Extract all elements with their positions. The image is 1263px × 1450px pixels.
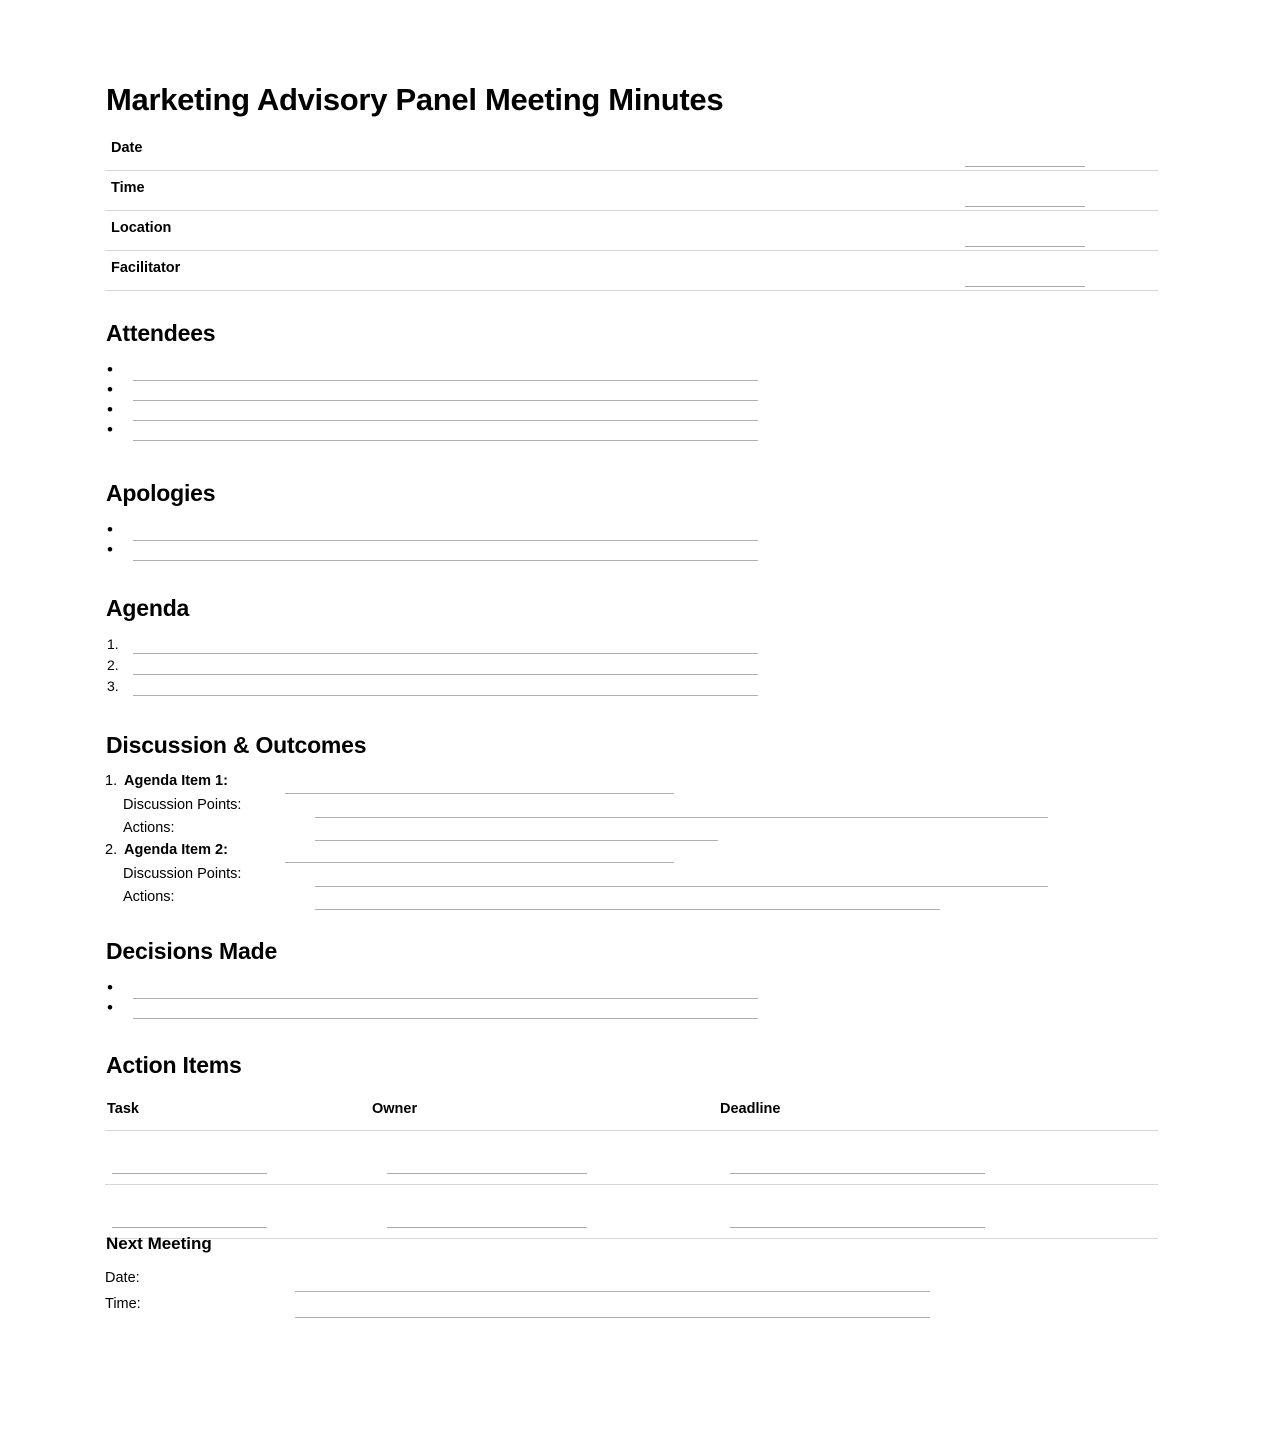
next-meeting-fields: [105, 1270, 1158, 1322]
attendee-input-1[interactable]: [133, 379, 758, 381]
meta-label-date: Date: [111, 140, 143, 156]
action-deadline-input-2[interactable]: [730, 1226, 985, 1228]
action-items-table: [105, 1093, 1158, 1239]
heading-action-items: Action Items: [106, 1052, 242, 1078]
actions-row: [105, 818, 1158, 841]
meta-row-date: [105, 131, 1158, 171]
agenda-input-1[interactable]: [133, 652, 758, 654]
bullet-icon: •: [107, 978, 113, 997]
table-header-row: [105, 1093, 1158, 1131]
heading-apologies: Apologies: [106, 480, 216, 506]
column-header-task: Task: [107, 1101, 139, 1117]
discussion-item-title: [105, 841, 1158, 864]
action-owner-input-2[interactable]: [387, 1226, 587, 1228]
list-number: 2.: [105, 842, 118, 858]
table-row: [105, 1185, 1158, 1239]
action-task-input-1[interactable]: [112, 1172, 267, 1174]
list-item: [105, 382, 865, 402]
meta-row-time: [105, 171, 1158, 211]
bullet-icon: •: [107, 380, 113, 399]
decision-input-2[interactable]: [133, 1017, 758, 1019]
next-meeting-date-row: [105, 1270, 1158, 1296]
next-meeting-time-label: Time:: [105, 1296, 141, 1312]
list-item: [105, 522, 865, 542]
bullet-icon: •: [107, 998, 113, 1017]
actions-label: Actions:: [123, 820, 175, 836]
bullet-icon: •: [107, 400, 113, 419]
column-header-deadline: Deadline: [720, 1101, 781, 1117]
discussion-outcomes-list: [105, 772, 1158, 910]
actions-input-2[interactable]: [315, 908, 940, 910]
discussion-points-label: Discussion Points:: [123, 866, 242, 882]
page-title: Marketing Advisory Panel Meeting Minutes: [106, 82, 724, 117]
heading-attendees: Attendees: [106, 320, 216, 346]
list-item: [105, 656, 865, 677]
decisions-list: [105, 980, 865, 1020]
bullet-icon: •: [107, 540, 113, 559]
list-item: [105, 402, 865, 422]
agenda-item-input-1[interactable]: [285, 792, 674, 794]
agenda-item-input-2[interactable]: [285, 861, 674, 863]
attendee-input-4[interactable]: [133, 439, 758, 441]
list-item: [105, 422, 865, 442]
agenda-item-label: Agenda Item 1:: [124, 773, 228, 789]
heading-agenda: Agenda: [106, 595, 190, 621]
list-number: 1.: [107, 636, 119, 652]
meta-input-time[interactable]: [965, 205, 1085, 207]
meta-row-location: [105, 211, 1158, 251]
agenda-list: [105, 635, 865, 698]
meta-label-time: Time: [111, 180, 145, 196]
heading-decisions-made: Decisions Made: [106, 938, 278, 964]
action-task-input-2[interactable]: [112, 1226, 267, 1228]
next-meeting-time-row: [105, 1296, 1158, 1322]
next-meeting-time-input[interactable]: [295, 1316, 930, 1318]
list-item: [105, 980, 865, 1000]
meta-input-location[interactable]: [965, 245, 1085, 247]
discussion-points-label: Discussion Points:: [123, 797, 242, 813]
heading-next-meeting: Next Meeting: [106, 1234, 212, 1253]
list-item: [105, 542, 865, 562]
actions-label: Actions:: [123, 889, 175, 905]
table-row: [105, 1131, 1158, 1185]
attendee-input-2[interactable]: [133, 399, 758, 401]
agenda-input-2[interactable]: [133, 673, 758, 675]
bullet-icon: •: [107, 420, 113, 439]
list-item: [105, 635, 865, 656]
list-item: [105, 362, 865, 382]
bullet-icon: •: [107, 360, 113, 379]
attendee-input-3[interactable]: [133, 419, 758, 421]
next-meeting-date-label: Date:: [105, 1270, 140, 1286]
apology-input-2[interactable]: [133, 559, 758, 561]
discussion-points-row: [105, 864, 1158, 887]
attendees-list: [105, 362, 865, 442]
meta-input-date[interactable]: [965, 165, 1085, 167]
list-number: 1.: [105, 773, 118, 789]
meta-label-location: Location: [111, 220, 172, 236]
meeting-details-table: [105, 131, 1158, 291]
list-item: [105, 677, 865, 698]
agenda-item-label: Agenda Item 2:: [124, 842, 228, 858]
meta-input-facilitator[interactable]: [965, 285, 1085, 287]
next-meeting-date-input[interactable]: [295, 1290, 930, 1292]
discussion-item-title: [105, 772, 1158, 795]
heading-discussion-outcomes: Discussion & Outcomes: [106, 732, 367, 758]
meta-row-facilitator: [105, 251, 1158, 291]
action-deadline-input-1[interactable]: [730, 1172, 985, 1174]
list-number: 3.: [107, 678, 119, 694]
apology-input-1[interactable]: [133, 539, 758, 541]
discussion-points-row: [105, 795, 1158, 818]
column-header-owner: Owner: [372, 1101, 418, 1117]
meta-label-facilitator: Facilitator: [111, 260, 181, 276]
agenda-input-3[interactable]: [133, 694, 758, 696]
decision-input-1[interactable]: [133, 997, 758, 999]
action-owner-input-1[interactable]: [387, 1172, 587, 1174]
actions-row: [105, 887, 1158, 910]
apologies-list: [105, 522, 865, 562]
list-number: 2.: [107, 657, 119, 673]
list-item: [105, 1000, 865, 1020]
bullet-icon: •: [107, 520, 113, 539]
